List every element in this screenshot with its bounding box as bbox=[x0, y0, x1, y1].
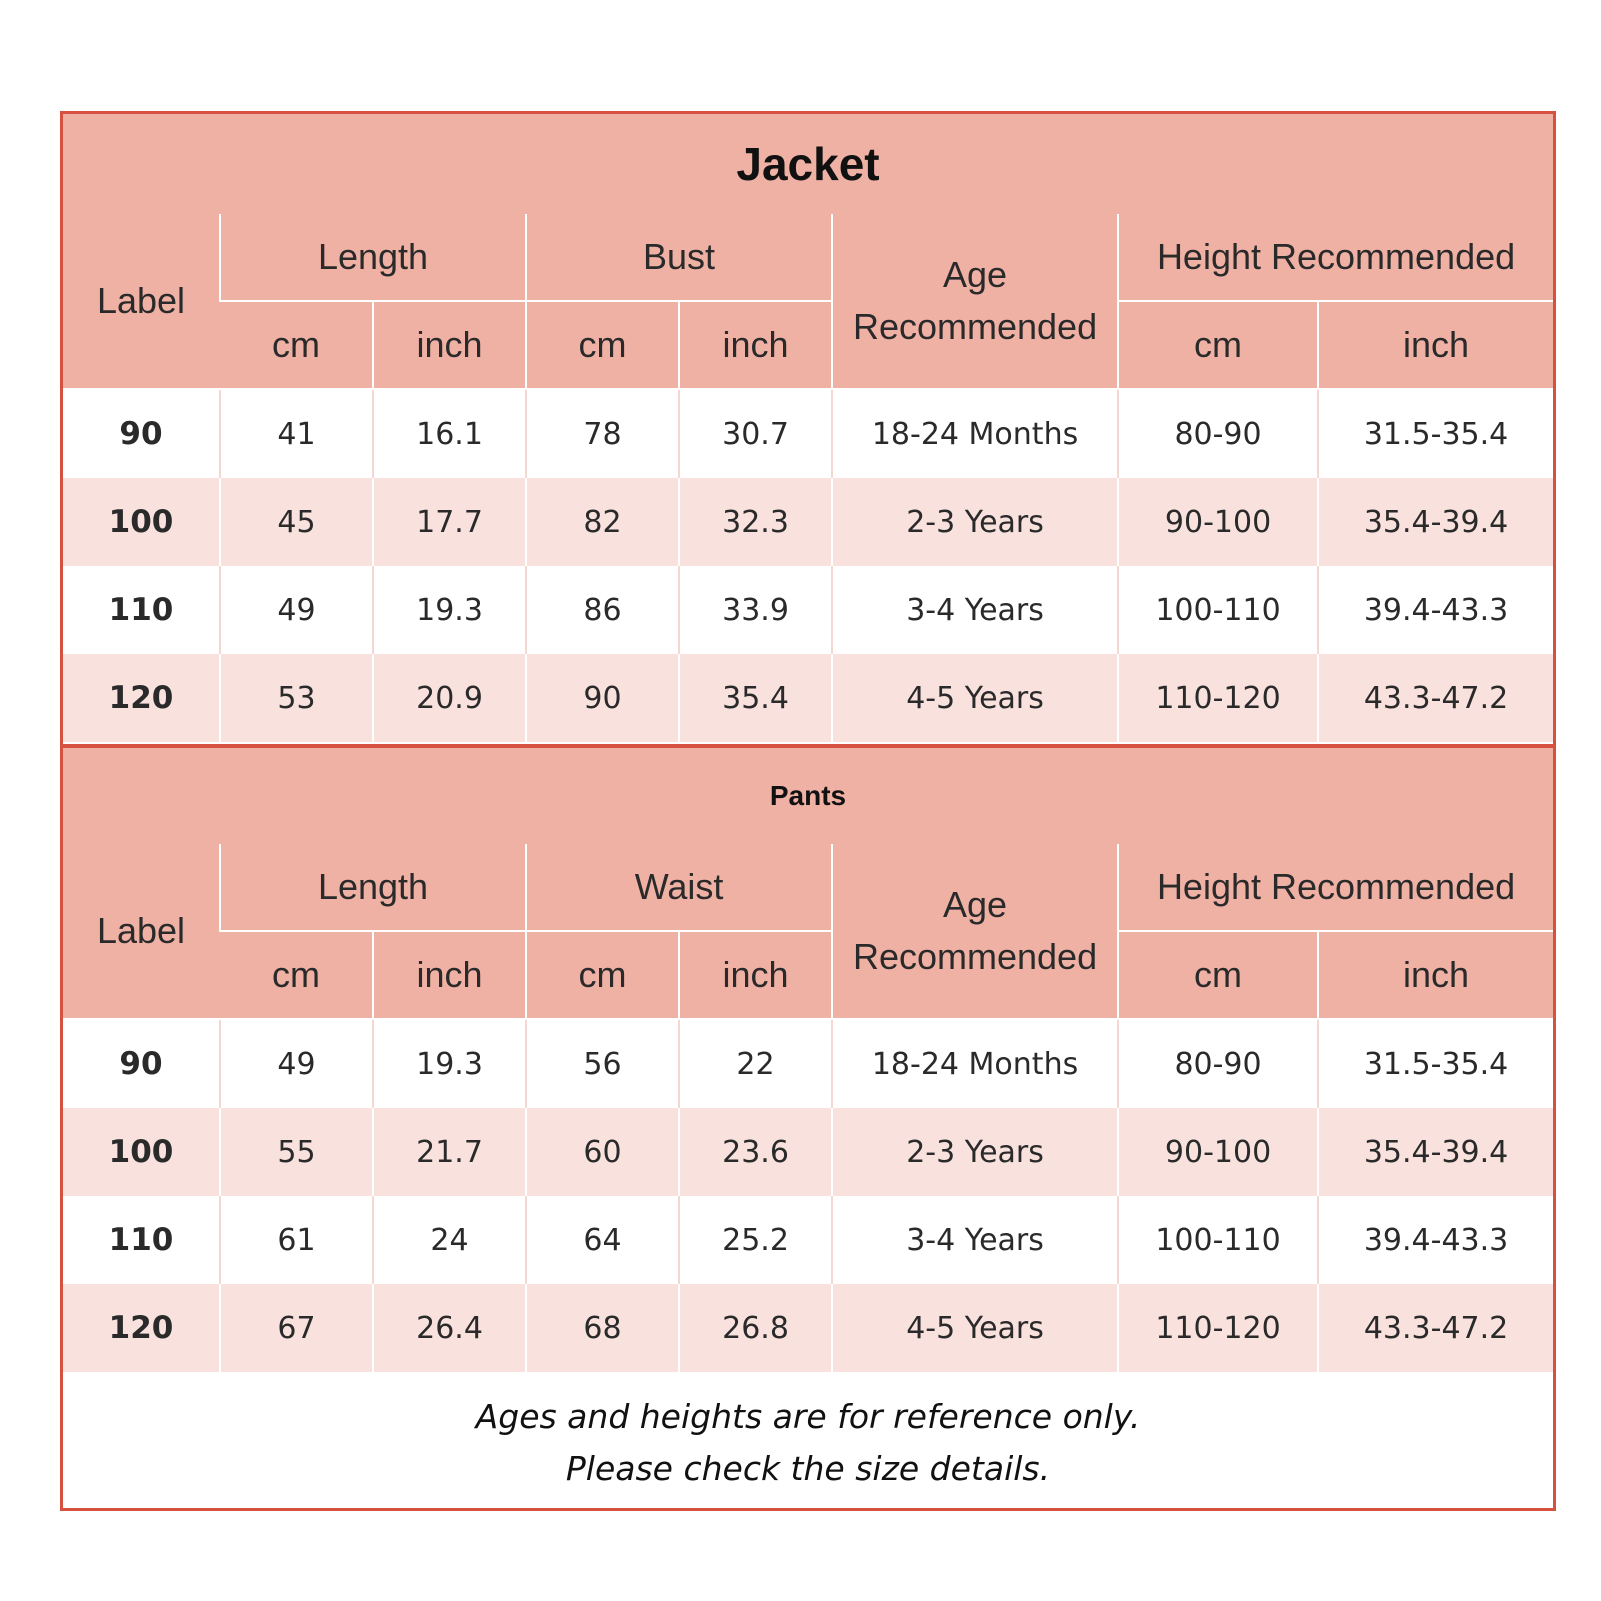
waist-cm-cell: 60 bbox=[526, 1108, 679, 1196]
size-label-cell: 100 bbox=[63, 1108, 220, 1196]
waist-header: Waist bbox=[526, 844, 832, 931]
height-cm-cell: 80-90 bbox=[1118, 1019, 1318, 1108]
waist-inch-cell: 26.8 bbox=[679, 1284, 832, 1372]
height-cm-cell: 90-100 bbox=[1118, 478, 1318, 566]
height-inch-header: inch bbox=[1318, 931, 1553, 1019]
reference-note bbox=[63, 1378, 1553, 1508]
height-cm-header: cm bbox=[1118, 931, 1318, 1019]
size-label-cell: 100 bbox=[63, 478, 220, 566]
reference-note-line-1: Ages and heights are for reference only. bbox=[475, 1397, 1141, 1436]
length-inch-cell: 19.3 bbox=[373, 1019, 526, 1108]
length-header: Length bbox=[220, 844, 526, 931]
table-row bbox=[63, 478, 1553, 566]
length-inch-cell: 16.1 bbox=[373, 389, 526, 478]
height-cm-cell: 100-110 bbox=[1118, 1196, 1318, 1284]
age-cell: 4-5 Years bbox=[832, 654, 1118, 742]
length-inch-header: inch bbox=[373, 931, 526, 1019]
height-cm-cell: 80-90 bbox=[1118, 389, 1318, 478]
table-row bbox=[63, 1196, 1553, 1284]
length-inch-cell: 21.7 bbox=[373, 1108, 526, 1196]
age-cell: 4-5 Years bbox=[832, 1284, 1118, 1372]
bust-inch-header: inch bbox=[679, 301, 832, 389]
length-cm-cell: 49 bbox=[220, 1019, 373, 1108]
height-cm-cell: 90-100 bbox=[1118, 1108, 1318, 1196]
height-cm-cell: 110-120 bbox=[1118, 1284, 1318, 1372]
height-inch-cell: 35.4-39.4 bbox=[1318, 478, 1553, 566]
height-recommended-header: Height Recommended bbox=[1118, 214, 1553, 301]
size-label-cell: 120 bbox=[63, 654, 220, 742]
length-inch-cell: 26.4 bbox=[373, 1284, 526, 1372]
waist-inch-cell: 25.2 bbox=[679, 1196, 832, 1284]
reference-note-line-2: Please check the size details. bbox=[565, 1449, 1051, 1488]
bust-inch-cell: 35.4 bbox=[679, 654, 832, 742]
size-label-cell: 90 bbox=[63, 389, 220, 478]
length-cm-cell: 45 bbox=[220, 478, 373, 566]
length-cm-cell: 67 bbox=[220, 1284, 373, 1372]
height-inch-header: inch bbox=[1318, 301, 1553, 389]
waist-cm-header: cm bbox=[526, 931, 679, 1019]
size-label-cell: 120 bbox=[63, 1284, 220, 1372]
size-label-cell: 110 bbox=[63, 566, 220, 654]
size-chart bbox=[60, 111, 1556, 1511]
length-cm-header: cm bbox=[220, 931, 373, 1019]
length-inch-cell: 24 bbox=[373, 1196, 526, 1284]
label-header: Label bbox=[63, 214, 220, 389]
height-inch-cell: 39.4-43.3 bbox=[1318, 566, 1553, 654]
age-cell: 18-24 Months bbox=[832, 389, 1118, 478]
bust-cm-header: cm bbox=[526, 301, 679, 389]
table-row bbox=[63, 1284, 1553, 1372]
age-cell: 18-24 Months bbox=[832, 1019, 1118, 1108]
height-cm-cell: 100-110 bbox=[1118, 566, 1318, 654]
length-cm-cell: 53 bbox=[220, 654, 373, 742]
length-cm-cell: 49 bbox=[220, 566, 373, 654]
bust-cm-cell: 86 bbox=[526, 566, 679, 654]
jacket-title: Jacket bbox=[63, 114, 1553, 214]
table-row bbox=[63, 1019, 1553, 1108]
length-cm-header: cm bbox=[220, 301, 373, 389]
waist-cm-cell: 56 bbox=[526, 1019, 679, 1108]
age-recommended-label: Age Recommended bbox=[852, 254, 1098, 347]
age-cell: 2-3 Years bbox=[832, 1108, 1118, 1196]
height-inch-cell: 39.4-43.3 bbox=[1318, 1196, 1553, 1284]
waist-inch-cell: 23.6 bbox=[679, 1108, 832, 1196]
length-inch-cell: 19.3 bbox=[373, 566, 526, 654]
age-recommended-header bbox=[832, 214, 1118, 389]
age-cell: 2-3 Years bbox=[832, 478, 1118, 566]
table-row bbox=[63, 654, 1553, 742]
table-row bbox=[63, 566, 1553, 654]
height-recommended-header: Height Recommended bbox=[1118, 844, 1553, 931]
height-cm-cell: 110-120 bbox=[1118, 654, 1318, 742]
bust-cm-cell: 82 bbox=[526, 478, 679, 566]
length-header: Length bbox=[220, 214, 526, 301]
age-recommended-header bbox=[832, 844, 1118, 1019]
waist-cm-cell: 64 bbox=[526, 1196, 679, 1284]
waist-inch-cell: 22 bbox=[679, 1019, 832, 1108]
label-header: Label bbox=[63, 844, 220, 1019]
age-recommended-label: Age Recommended bbox=[852, 884, 1098, 977]
length-cm-cell: 41 bbox=[220, 389, 373, 478]
height-inch-cell: 35.4-39.4 bbox=[1318, 1108, 1553, 1196]
jacket-size-table bbox=[63, 214, 1553, 742]
jacket-section bbox=[63, 114, 1553, 744]
length-cm-cell: 55 bbox=[220, 1108, 373, 1196]
bust-header: Bust bbox=[526, 214, 832, 301]
waist-inch-header: inch bbox=[679, 931, 832, 1019]
height-cm-header: cm bbox=[1118, 301, 1318, 389]
bust-inch-cell: 30.7 bbox=[679, 389, 832, 478]
size-label-cell: 90 bbox=[63, 1019, 220, 1108]
age-cell: 3-4 Years bbox=[832, 566, 1118, 654]
bust-cm-cell: 90 bbox=[526, 654, 679, 742]
bust-inch-cell: 32.3 bbox=[679, 478, 832, 566]
size-label-cell: 110 bbox=[63, 1196, 220, 1284]
pants-size-table bbox=[63, 844, 1553, 1372]
pants-section bbox=[63, 744, 1553, 1374]
length-cm-cell: 61 bbox=[220, 1196, 373, 1284]
table-row bbox=[63, 1108, 1553, 1196]
pants-title: Pants bbox=[63, 748, 1553, 844]
height-inch-cell: 31.5-35.4 bbox=[1318, 389, 1553, 478]
height-inch-cell: 43.3-47.2 bbox=[1318, 654, 1553, 742]
height-inch-cell: 31.5-35.4 bbox=[1318, 1019, 1553, 1108]
length-inch-header: inch bbox=[373, 301, 526, 389]
waist-cm-cell: 68 bbox=[526, 1284, 679, 1372]
length-inch-cell: 17.7 bbox=[373, 478, 526, 566]
height-inch-cell: 43.3-47.2 bbox=[1318, 1284, 1553, 1372]
bust-cm-cell: 78 bbox=[526, 389, 679, 478]
table-row bbox=[63, 389, 1553, 478]
age-cell: 3-4 Years bbox=[832, 1196, 1118, 1284]
length-inch-cell: 20.9 bbox=[373, 654, 526, 742]
bust-inch-cell: 33.9 bbox=[679, 566, 832, 654]
